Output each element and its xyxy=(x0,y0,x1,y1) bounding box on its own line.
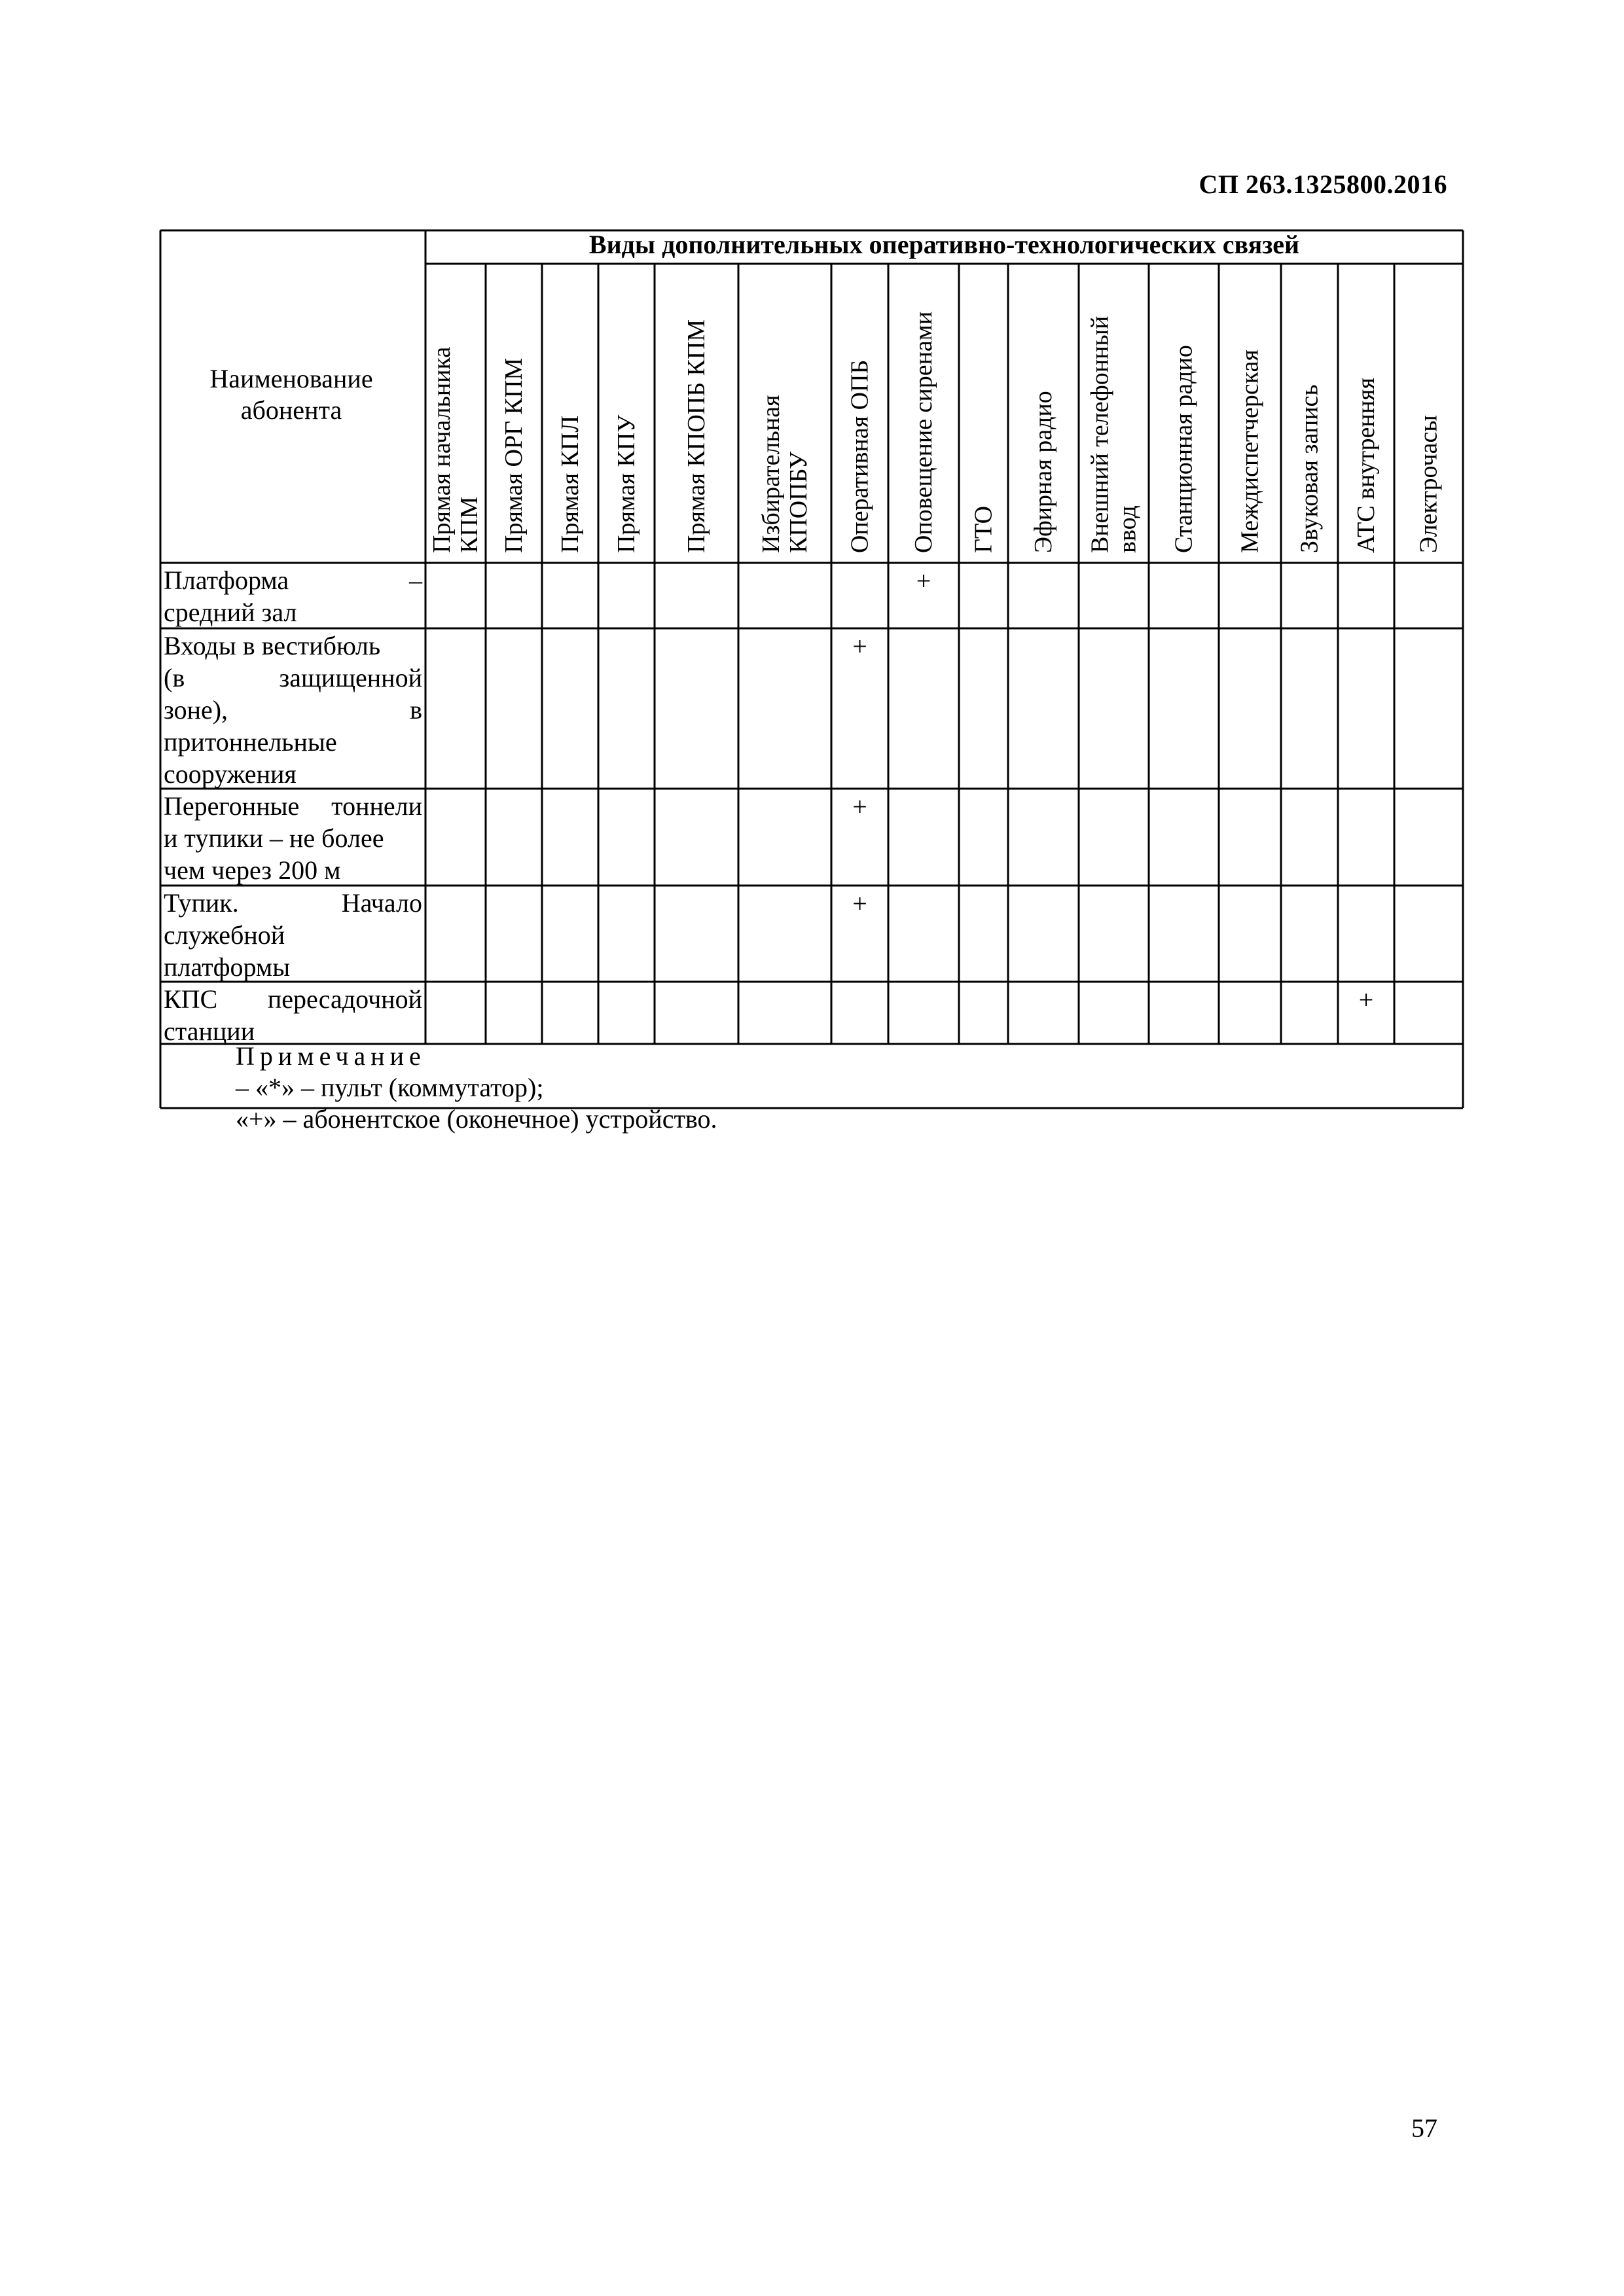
column-header-line: Прямая КПЛ xyxy=(556,415,584,553)
row-name-line: Тупик. Начало xyxy=(164,888,422,918)
column-header xyxy=(1008,265,1079,553)
column-header-line: Избирательная xyxy=(757,395,785,553)
row-name xyxy=(164,790,422,886)
column-header xyxy=(1079,265,1149,553)
cell-mark: + xyxy=(852,792,867,821)
column-header-line: Прямая начальника xyxy=(428,346,456,553)
column-header xyxy=(486,265,542,553)
table-group-title: Виды дополнительных оперативно-технологических связей xyxy=(588,230,1300,259)
column-header-line: Междиспетчерская xyxy=(1236,350,1264,553)
column-header xyxy=(831,265,888,553)
cell-mark: + xyxy=(1358,985,1374,1014)
column-header-line: Внешний телефонный xyxy=(1086,315,1114,553)
column-header-line: ГТО xyxy=(969,505,998,553)
name-column-header: Наименование абонента xyxy=(209,364,373,425)
column-header-line: Прямая КПУ xyxy=(613,414,640,553)
column-header xyxy=(1281,265,1338,553)
document-code: СП 263.1325800.2016 xyxy=(1199,170,1447,199)
column-header xyxy=(1149,265,1219,553)
row-name xyxy=(164,630,422,790)
column-header-line: КПОПБУ xyxy=(785,451,812,553)
cell-mark: + xyxy=(852,632,867,661)
row-name-line: платформы xyxy=(164,952,291,982)
row-name-line: служебной xyxy=(164,920,285,950)
row-name-line: Входы в вестибюль xyxy=(164,631,381,660)
column-header xyxy=(598,265,655,553)
row-name xyxy=(164,564,422,628)
column-header xyxy=(1338,265,1394,553)
row-name-line: средний зал xyxy=(164,598,297,627)
column-header-line: КПМ xyxy=(456,496,483,553)
column-header xyxy=(959,265,1008,553)
column-header-line: Звуковая запись xyxy=(1295,384,1324,553)
column-header xyxy=(1394,265,1463,553)
cell-mark: + xyxy=(916,566,931,596)
column-header xyxy=(425,265,486,553)
column-header xyxy=(1219,265,1281,553)
column-header-line: Оповещение сиренами xyxy=(910,311,937,553)
row-name-line: зоне), в xyxy=(164,695,422,725)
row-name-line: Перегонные тоннели xyxy=(164,791,422,821)
row-name-line: чем через 200 м xyxy=(164,855,341,885)
row-name-line: и тупики – не более xyxy=(164,823,384,853)
column-header-line: Прямая ОРГ КПМ xyxy=(500,357,528,553)
column-header-line: АТС внутренняя xyxy=(1352,377,1380,553)
column-header-line: Эфирная радио xyxy=(1030,391,1057,553)
row-name xyxy=(164,983,422,1047)
row-name-line: (в защищенной xyxy=(164,663,422,692)
row-name xyxy=(164,887,422,983)
column-header-line: Оперативная ОПБ xyxy=(846,359,874,553)
row-name-line: сооружения xyxy=(164,759,297,789)
column-header-line: Электрочасы xyxy=(1415,415,1443,553)
column-header-line: ввод xyxy=(1113,505,1142,553)
column-header-line: Прямая КПОПБ КПМ xyxy=(683,319,710,553)
column-header xyxy=(888,265,959,553)
cell-mark: + xyxy=(852,889,867,918)
column-header xyxy=(655,265,738,553)
column-header xyxy=(738,265,831,553)
row-name-line: притоннельные xyxy=(164,727,337,757)
row-name-line: станции xyxy=(164,1016,255,1046)
page-number: 57 xyxy=(1411,2113,1437,2143)
row-name-line: КПС пересадочной xyxy=(164,984,422,1014)
row-name-line: Платформа – xyxy=(164,565,422,595)
column-header xyxy=(542,265,598,553)
column-header-line: Станционная радио xyxy=(1170,345,1198,553)
table-note: Примечание – «*» – пульт (коммутатор); «+» – абонентское (оконечное) устройство. xyxy=(236,1041,717,1134)
